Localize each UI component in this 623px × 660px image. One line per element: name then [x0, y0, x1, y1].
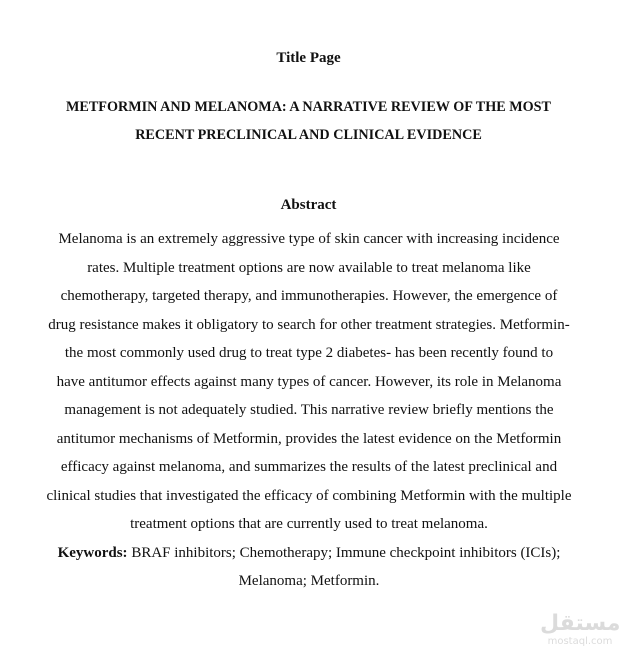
paper-title: [0, 93, 617, 149]
abstract-body: [24, 225, 594, 596]
abstract-line: management is not adequately studied. This narrative review briefly mentions the: [64, 402, 554, 418]
abstract-line: have antitumor effects against many types of cancer. However, its role in Melanoma: [56, 373, 562, 390]
keywords-label: Keywords:: [57, 544, 128, 561]
abstract-line: chemotherapy, targeted therapy, and immunotherapies. However, the emergence of: [60, 288, 558, 304]
abstract-line: the most commonly used drug to treat type 2 diabetes- has been recently found to: [64, 345, 554, 361]
watermark-arabic: مستقل: [540, 611, 621, 636]
title-page-label: Title Page: [276, 50, 341, 66]
paper-title-line: RECENT PRECLINICAL AND CLINICAL EVIDENCE: [135, 127, 482, 143]
abstract-line: efficacy against melanoma, and summarizes the results of the latest preclinical and: [60, 459, 558, 475]
watermark-latin: mostaql.com: [547, 636, 613, 647]
abstract-heading: Abstract: [280, 197, 337, 213]
keywords-line: Melanoma; Metformin.: [238, 573, 380, 589]
abstract-line: Melanoma is an extremely aggressive type of skin cancer with increasing incidence: [58, 231, 560, 247]
abstract-line: clinical studies that investigated the efficacy of combining Metformin with the multiple: [46, 487, 572, 504]
paper-title-line: METFORMIN AND MELANOMA: A NARRATIVE REVIEW OF THE MOST: [65, 99, 552, 115]
keywords-line: [24, 539, 594, 568]
keywords-text: BRAF inhibitors; Chemotherapy; Immune checkpoint inhibitors (ICIs);: [127, 544, 561, 561]
mostaql-watermark: [540, 612, 620, 652]
abstract-line: antitumor mechanisms of Metformin, provides the latest evidence on the Metformin: [56, 430, 562, 447]
abstract-line: treatment options that are currently used to treat melanoma.: [130, 516, 488, 532]
abstract-line: drug resistance makes it obligatory to search for other treatment strategies. Metformin-: [48, 316, 570, 333]
abstract-line: rates. Multiple treatment options are now available to treat melanoma like: [87, 259, 531, 276]
